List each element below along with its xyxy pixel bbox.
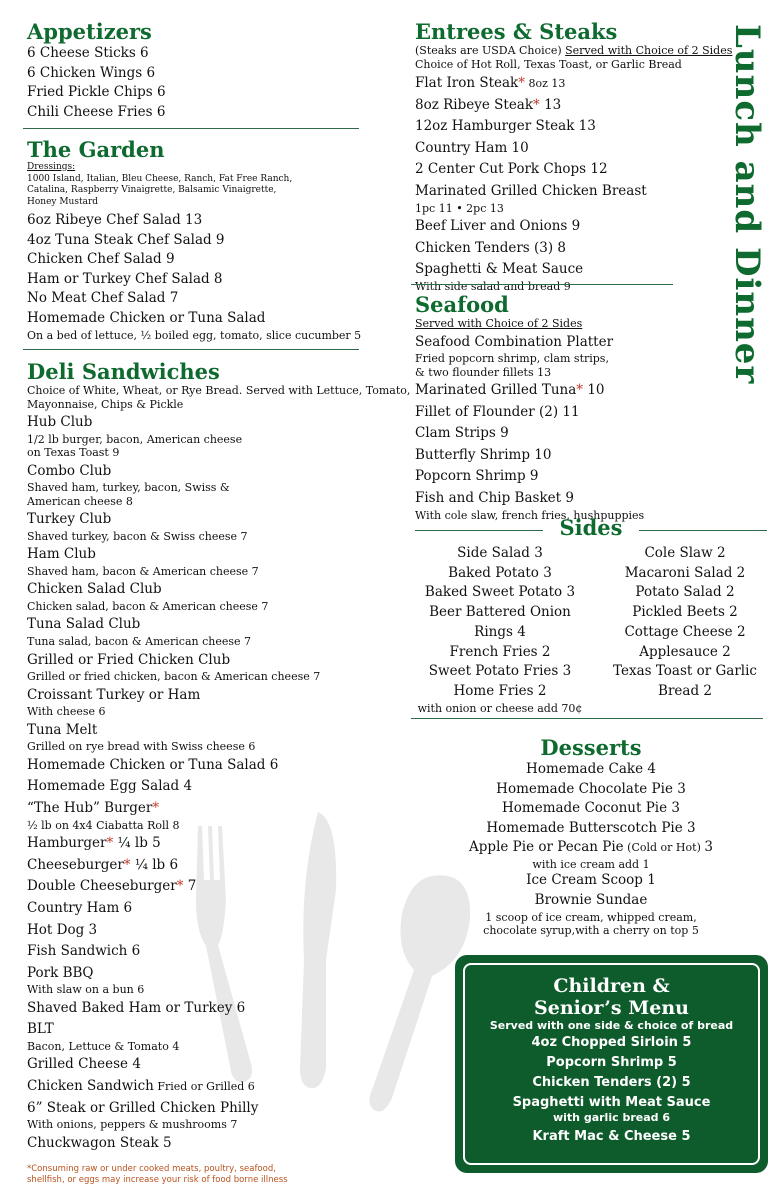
children-seniors-menu xyxy=(455,955,768,1173)
appetizer-item: Chili Cheese Fries 6 xyxy=(27,103,166,120)
deli-description: Shaved ham, bacon & American cheese 7 xyxy=(27,564,259,578)
deli-name: Hamburger xyxy=(27,835,107,852)
seafood-description: Fried popcorn shrimp, clam strips, xyxy=(415,352,609,366)
sides-title: Sides xyxy=(559,515,623,540)
dessert-item: Brownie Sundae xyxy=(534,892,648,909)
seafood-name: Popcorn Shrimp 9 xyxy=(415,468,539,485)
appetizers-title: Appetizers xyxy=(27,19,152,44)
seafood-item xyxy=(415,467,725,487)
seafood-name: Butterfly Shrimp 10 xyxy=(415,446,552,463)
deli-description: Shaved ham, turkey, bacon, Swiss & xyxy=(27,481,230,495)
advisory-star: * xyxy=(176,878,184,895)
entree-name: 12oz Hamburger Steak 13 xyxy=(415,118,596,135)
divider xyxy=(411,284,673,285)
deli-description: With onions, peppers & mushrooms 7 xyxy=(27,1118,238,1132)
deli-name: 6” Steak or Grilled Chicken Philly xyxy=(27,1099,259,1116)
deli-name: Combo Club xyxy=(27,462,112,479)
dessert-note: with ice cream add 1 xyxy=(532,857,650,871)
deli-item xyxy=(27,856,367,876)
deli-name: Tuna Melt xyxy=(27,721,98,738)
dressings-list: Honey Mustard xyxy=(27,196,99,207)
advisory-text: shellfish, or eggs may increase your risk of food borne illness xyxy=(27,1175,288,1185)
dressings-label: Dressings: xyxy=(27,162,76,172)
deli-item xyxy=(27,999,367,1019)
deli-description: American cheese 8 xyxy=(27,494,133,508)
garden-item: Ham or Turkey Chef Salad 8 xyxy=(27,270,223,287)
deli-item xyxy=(27,1077,367,1097)
seafood-description: & two flounder fillets 13 xyxy=(415,365,552,379)
seafood-name: Clam Strips 9 xyxy=(415,425,509,442)
seafood-name: Seafood Combination Platter xyxy=(415,333,614,350)
seafood-description: With cole slaw, french fries, hushpuppies xyxy=(415,508,645,522)
deli-intro: Choice of White, Wheat, or Rye Bread. Served with Lettuce, Tomato, xyxy=(27,384,411,397)
side-item: Side Salad 3 xyxy=(457,545,543,561)
sides-left-column xyxy=(415,544,585,715)
seafood-title: Seafood xyxy=(415,292,509,317)
entree-item xyxy=(415,160,725,180)
deli-price: ¼ lb 5 xyxy=(113,835,161,852)
deli-description: With slaw on a bun 6 xyxy=(27,983,145,997)
side-item: Sweet Potato Fries 3 xyxy=(428,663,572,680)
deli-item xyxy=(27,1099,367,1132)
deli-item xyxy=(27,777,367,797)
dessert-item: Homemade Chocolate Pie 3 xyxy=(496,780,686,797)
side-item: Cole Slaw 2 xyxy=(644,545,726,561)
deli-description: Bacon, Lettuce & Tomato 4 xyxy=(27,1039,180,1053)
seafood-section xyxy=(415,293,725,524)
entree-item xyxy=(415,139,725,159)
advisory-text: Consuming raw or under cooked meats, poultry, seafood, xyxy=(31,1164,276,1174)
entree-description: 1pc 11 • 2pc 13 xyxy=(415,201,504,215)
deli-name: Chicken Sandwich xyxy=(27,1078,154,1095)
dessert-item: Homemade Cake 4 xyxy=(526,761,656,777)
dessert-price: 3 xyxy=(704,839,713,856)
entrees-note: (Steaks are USDA Choice) xyxy=(415,44,566,57)
deli-item xyxy=(27,756,367,776)
deli-intro: Mayonnaise, Chips & Pickle xyxy=(27,397,184,411)
deli-section xyxy=(27,359,411,1155)
divider xyxy=(411,718,763,719)
sides-section xyxy=(415,516,767,716)
desserts-section xyxy=(415,736,767,938)
deli-name: “The Hub” Burger xyxy=(27,800,153,817)
entree-item xyxy=(415,217,725,237)
deli-name: Grilled Cheese 4 xyxy=(27,1056,141,1073)
deli-name: Country Ham 6 xyxy=(27,899,133,916)
deli-name: Hot Dog 3 xyxy=(27,921,98,938)
seafood-note: Served with Choice of 2 Sides xyxy=(415,317,583,330)
deli-item xyxy=(27,545,367,578)
seafood-item xyxy=(415,403,725,423)
advisory-star: * xyxy=(27,1164,32,1174)
garden-item: 4oz Tuna Steak Chef Salad 9 xyxy=(27,231,225,248)
garden-item-note: On a bed of lettuce, ½ boiled egg, tomato, slice cucumber 5 xyxy=(27,328,362,342)
side-item: Pickled Beets 2 xyxy=(632,604,738,621)
seafood-list xyxy=(415,333,725,523)
dessert-name: Apple Pie or Pecan Pie xyxy=(469,839,624,856)
entree-name: Chicken Tenders (3) 8 xyxy=(415,239,567,256)
kids-title: Children & xyxy=(553,975,670,997)
advisory-star: * xyxy=(533,96,540,113)
side-item: Macaroni Salad 2 xyxy=(624,564,746,581)
deli-name: Shaved Baked Ham or Turkey 6 xyxy=(27,999,246,1016)
advisory-star: * xyxy=(152,800,160,817)
entree-name: Country Ham 10 xyxy=(415,139,529,156)
deli-item xyxy=(27,580,367,613)
advisory-star: * xyxy=(576,382,584,399)
seafood-item xyxy=(415,424,725,444)
deli-item xyxy=(27,834,367,854)
entrees-note-bread: Choice of Hot Roll, Texas Toast, or Garlic Bread xyxy=(415,57,682,71)
menu-page xyxy=(4,4,780,1196)
entree-item xyxy=(415,239,725,259)
entree-description: With side salad and bread 9 xyxy=(415,279,571,293)
kids-item: Chicken Tenders (2) 5 xyxy=(532,1075,691,1090)
entree-price: 13 xyxy=(539,96,562,113)
deli-item xyxy=(27,1134,367,1154)
entree-name: Flat Iron Steak xyxy=(415,75,519,91)
entree-item xyxy=(415,74,725,94)
side-item: Beer Battered Onion xyxy=(429,604,571,621)
kids-item: Kraft Mac & Cheese 5 xyxy=(532,1129,691,1144)
dessert-note: chocolate syrup,with a cherry on top 5 xyxy=(483,924,699,938)
deli-description: on Texas Toast 9 xyxy=(27,446,120,460)
desserts-title: Desserts xyxy=(540,735,642,760)
deli-name: Hub Club xyxy=(27,414,93,430)
deli-name: Croissant Turkey or Ham xyxy=(27,686,201,703)
lunch-and-dinner-title: Lunch and Dinner xyxy=(727,24,767,385)
deli-name: BLT xyxy=(27,1021,54,1038)
seafood-price: 10 xyxy=(583,382,605,399)
dessert-item: Homemade Coconut Pie 3 xyxy=(502,800,680,817)
entree-name: Marinated Grilled Chicken Breast xyxy=(415,182,647,199)
dessert-note: 1 scoop of ice cream, whipped cream, xyxy=(485,910,697,924)
garden-item: Homemade Chicken or Tuna Salad xyxy=(27,309,266,326)
appetizer-item: Fried Pickle Chips 6 xyxy=(27,84,166,101)
deli-name: Double Cheeseburger xyxy=(27,878,177,895)
dressings-list: Catalina, Raspberry Vinaigrette, Balsamic Vinaigrette, xyxy=(27,185,277,195)
garden-item: 6oz Ribeye Chef Salad 13 xyxy=(27,212,203,228)
advisory-star: * xyxy=(106,835,114,852)
garden-item: Chicken Chef Salad 9 xyxy=(27,251,175,268)
kids-item: Popcorn Shrimp 5 xyxy=(546,1055,677,1070)
side-item: French Fries 2 xyxy=(449,643,551,660)
divider xyxy=(415,530,543,531)
deli-description: Shaved turkey, bacon & Swiss cheese 7 xyxy=(27,529,248,543)
deli-description: Chicken salad, bacon & American cheese 7 xyxy=(27,599,269,613)
deli-description: Grilled on rye bread with Swiss cheese 6 xyxy=(27,740,256,754)
deli-item xyxy=(27,651,367,684)
dessert-item: Ice Cream Scoop 1 xyxy=(526,872,656,889)
deli-item xyxy=(27,413,367,460)
deli-name: Chuckwagon Steak 5 xyxy=(27,1134,172,1151)
deli-item xyxy=(27,686,367,719)
deli-item xyxy=(27,899,367,919)
dessert-item xyxy=(415,838,767,858)
deli-price: 7 xyxy=(183,878,197,895)
deli-name: Turkey Club xyxy=(27,511,112,528)
entree-item xyxy=(415,117,725,137)
seafood-name: Marinated Grilled Tuna xyxy=(415,382,577,399)
entree-name: 2 Center Cut Pork Chops 12 xyxy=(415,161,608,178)
deli-item xyxy=(27,877,367,897)
dressings-list: 1000 Island, Italian, Bleu Cheese, Ranch, Fat Free Ranch, xyxy=(27,173,293,184)
consumer-advisory xyxy=(27,1164,327,1186)
side-item: Bread 2 xyxy=(658,682,712,699)
garden-section xyxy=(27,138,367,342)
deli-name: Ham Club xyxy=(27,546,96,563)
seafood-item xyxy=(415,381,725,401)
dessert-option: (Cold or Hot) xyxy=(623,841,705,855)
deli-name: Grilled or Fried Chicken Club xyxy=(27,651,231,668)
entree-name: Beef Liver and Onions 9 xyxy=(415,218,581,235)
deli-description: Grilled or fried chicken, bacon & American cheese 7 xyxy=(27,670,321,684)
appetizer-item: 6 Cheese Sticks 6 xyxy=(27,45,149,61)
side-item-note: with onion or cheese add 70¢ xyxy=(417,701,583,715)
entree-option: 8oz 13 xyxy=(525,77,566,90)
side-item: Texas Toast or Garlic xyxy=(613,663,757,680)
seafood-item xyxy=(415,446,725,466)
advisory-star: * xyxy=(123,856,131,873)
deli-name: Tuna Salad Club xyxy=(27,616,141,633)
left-column xyxy=(27,20,367,122)
kids-item: 4oz Chopped Sirloin 5 xyxy=(531,1035,692,1050)
garden-title: The Garden xyxy=(27,137,165,162)
garden-item: No Meat Chef Salad 7 xyxy=(27,290,179,307)
advisory-star: * xyxy=(518,75,525,91)
seafood-name: Fillet of Flounder (2) 11 xyxy=(415,403,580,420)
deli-name: Fish Sandwich 6 xyxy=(27,943,141,960)
deli-name: Chicken Salad Club xyxy=(27,581,162,598)
side-item: Rings 4 xyxy=(474,623,526,640)
deli-item xyxy=(27,921,367,941)
side-item: Potato Salad 2 xyxy=(635,584,735,601)
deli-item xyxy=(27,1055,367,1075)
deli-description: Tuna salad, bacon & American cheese 7 xyxy=(27,635,252,649)
entrees-note-sides: Served with Choice of 2 Sides xyxy=(565,44,733,57)
kids-subtitle: Served with one side & choice of bread xyxy=(489,1019,734,1032)
deli-name: Homemade Egg Salad 4 xyxy=(27,778,193,795)
deli-item xyxy=(27,615,367,648)
entrees-title: Entrees & Steaks xyxy=(415,19,618,44)
deli-option: Fried or Grilled 6 xyxy=(153,1080,255,1094)
deli-description: With cheese 6 xyxy=(27,705,106,719)
deli-item xyxy=(27,1020,367,1053)
appetizer-item: 6 Chicken Wings 6 xyxy=(27,64,156,81)
deli-item xyxy=(27,462,367,509)
sides-right-column xyxy=(603,544,767,702)
deli-name: Pork BBQ xyxy=(27,964,94,981)
side-item: Applesauce 2 xyxy=(639,643,731,660)
deli-price: ¼ lb 6 xyxy=(130,856,179,873)
deli-description: ½ lb on 4x4 Ciabatta Roll 8 xyxy=(27,818,180,832)
side-item: Baked Potato 3 xyxy=(448,564,552,581)
side-item: Cottage Cheese 2 xyxy=(624,623,746,640)
entree-name: Spaghetti & Meat Sauce xyxy=(415,261,584,278)
deli-list xyxy=(27,413,367,1153)
dessert-item: Homemade Butterscotch Pie 3 xyxy=(486,819,696,836)
kids-item: Spaghetti with Meat Sauce xyxy=(512,1095,711,1110)
deli-item xyxy=(27,721,367,754)
deli-item xyxy=(27,510,367,543)
entree-item xyxy=(415,182,725,215)
entree-name: 8oz Ribeye Steak xyxy=(415,96,534,113)
deli-name: Homemade Chicken or Tuna Salad 6 xyxy=(27,756,279,773)
kids-title: Senior’s Menu xyxy=(534,997,689,1019)
divider xyxy=(23,349,359,350)
deli-item xyxy=(27,942,367,962)
seafood-item xyxy=(415,333,725,380)
entree-list xyxy=(415,74,725,293)
deli-title: Deli Sandwiches xyxy=(27,359,220,384)
deli-item xyxy=(27,799,367,832)
entree-item xyxy=(415,96,725,116)
entree-item xyxy=(415,260,725,293)
side-item: Baked Sweet Potato 3 xyxy=(424,584,576,601)
kids-item-note: with garlic bread 6 xyxy=(552,1111,670,1124)
deli-item xyxy=(27,964,367,997)
deli-description: 1/2 lb burger, bacon, American cheese xyxy=(27,432,243,446)
seafood-name: Fish and Chip Basket 9 xyxy=(415,490,574,507)
side-item: Home Fries 2 xyxy=(453,682,547,699)
deli-name: Cheeseburger xyxy=(27,856,124,873)
divider xyxy=(23,128,359,129)
entrees-section xyxy=(415,19,733,295)
divider xyxy=(639,530,767,531)
